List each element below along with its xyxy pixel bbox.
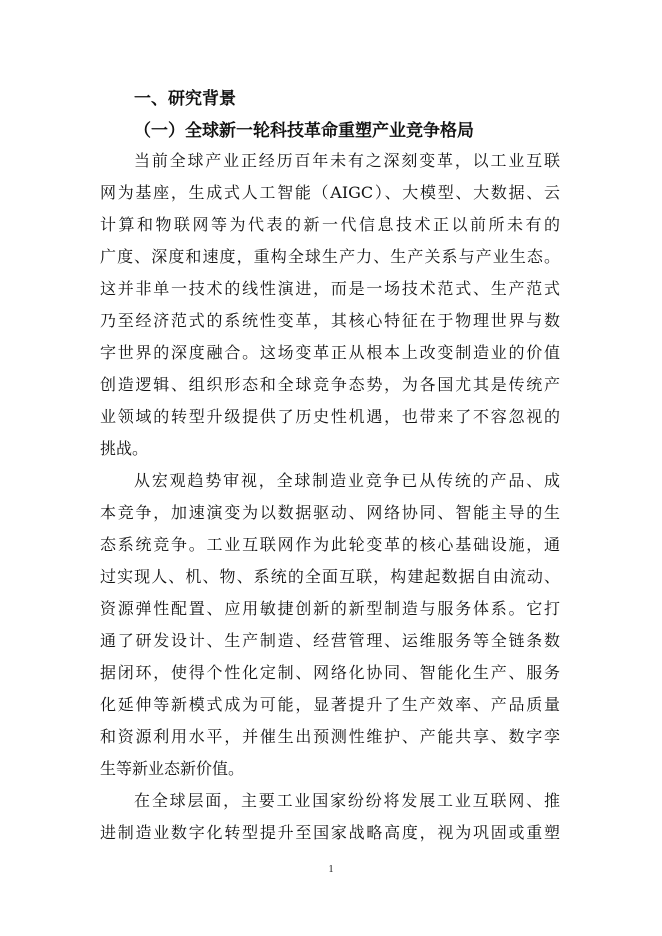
page-number: 1: [328, 864, 334, 875]
paragraph-3-line: 进制造业数字化转型提升至国家战略高度，视为巩固或重塑: [100, 823, 560, 842]
paragraph-2-line: 态系统竞争。工业互联网作为此轮变革的核心基础设施，通: [100, 535, 560, 554]
paragraph-2-line: 化延伸等新模式成为可能，显著提升了生产效率、产品质量: [100, 695, 560, 714]
paragraph-1-line: 业领域的转型升级提供了历史性机遇，也带来了不容忽视的: [100, 407, 560, 426]
paragraph-1-line: 这并非单一技术的线性演进，而是一场技术范式、生产范式: [100, 279, 560, 298]
paragraph-1-line: 网为基座，生成式人工智能（AIGC）、大模型、大数据、云: [100, 183, 560, 202]
paragraph-3-line: 在全球层面，主要工业国家纷纷将发展工业互联网、推: [134, 791, 560, 810]
paragraph-2-line: 过实现人、机、物、系统的全面互联，构建起数据自由流动、: [100, 567, 560, 586]
paragraph-1-line: 计算和物联网等为代表的新一代信息技术正以前所未有的: [100, 215, 560, 234]
paragraph-2-line: 通了研发设计、生产制造、经营管理、运维服务等全链条数: [100, 631, 560, 650]
paragraph-2-line: 本竞争，加速演变为以数据驱动、网络协同、智能主导的生: [100, 503, 560, 522]
paragraph-2-line: 资源弹性配置、应用敏捷创新的新型制造与服务体系。它打: [100, 599, 560, 618]
section-heading: 一、研究背景: [134, 89, 236, 109]
paragraph-1-line: 字世界的深度融合。这场变革正从根本上改变制造业的价值: [100, 343, 560, 362]
paragraph-2-line: 据闭环，使得个性化定制、网络化协同、智能化生产、服务: [100, 663, 560, 682]
paragraph-1-line: 乃至经济范式的系统性变革，其核心特征在于物理世界与数: [100, 311, 560, 330]
paragraph-2-line: 从宏观趋势审视，全球制造业竞争已从传统的产品、成: [134, 471, 560, 490]
paragraph-1-line: 创造逻辑、组织形态和全球竞争态势，为各国尤其是传统产: [100, 375, 560, 394]
paragraph-2-line: 生等新业态新价值。: [100, 759, 245, 778]
paragraph-1-line: 广度、深度和速度，重构全球生产力、生产关系与产业生态。: [100, 247, 560, 266]
subsection-heading: （一）全球新一轮科技革命重塑产业竞争格局: [134, 121, 474, 141]
paragraph-1-line: 当前全球产业正经历百年未有之深刻变革，以工业互联: [134, 151, 560, 170]
paragraph-1-line: 挑战。: [100, 439, 149, 458]
paragraph-2-line: 和资源利用水平，并催生出预测性维护、产能共享、数字孪: [100, 727, 560, 746]
